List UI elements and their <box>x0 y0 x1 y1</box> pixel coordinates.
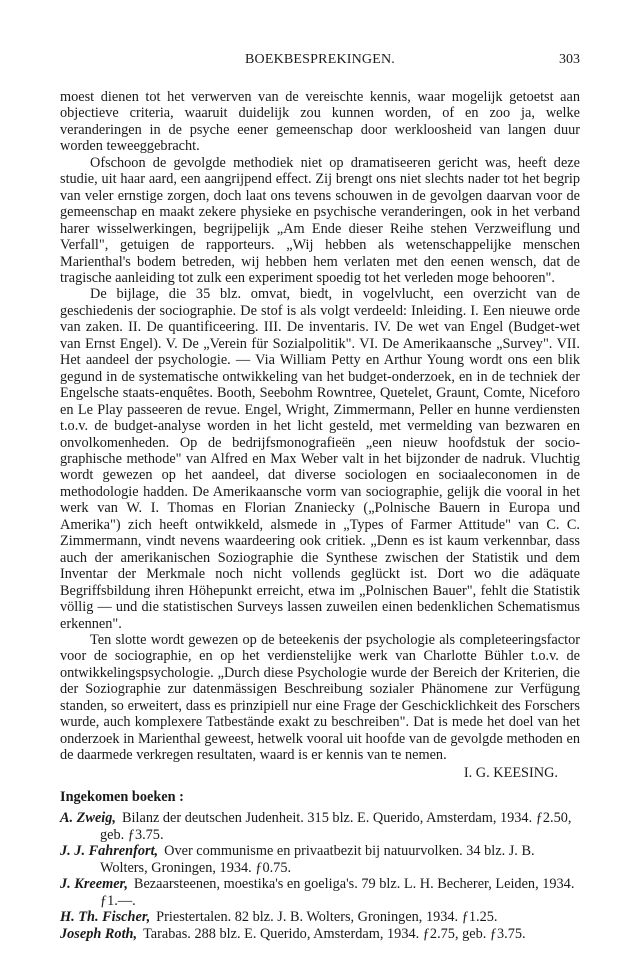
review-signature: I. G. KEESING. <box>463 764 558 781</box>
running-header-title: BOEKBESPREKINGEN. <box>244 52 396 67</box>
received-books-list <box>60 810 580 942</box>
paragraph-1: moest dienen tot het verwerven van de vereischte kennis, waar mogelijk getoetst aan objectieve criteria, waaruit duidelijk zou kunnen worden, of en zoo ja, welke veranderingen in de psyche eener gemeenschap door werkloosheid van langen duur worden teweeggebracht. <box>60 89 580 155</box>
book-entry <box>60 909 580 925</box>
running-header <box>60 52 580 70</box>
book-author: J. Kreemer, <box>60 876 128 893</box>
book-entry <box>60 876 580 909</box>
book-details: Bezaarsteenen, moestika's en goeliga's. 79 blz. L. H. Becherer, Leiden, 1934. ƒ1.—. <box>100 876 575 909</box>
received-books-heading: Ingekomen boeken : <box>60 789 184 806</box>
paragraph-3: De bijlage, die 35 blz. omvat, biedt, in vogelvlucht, een overzicht van de geschiedenis der sociographie. De stof is als volgt verdeeld: Inleiding. I. Een nieuwe orde van zaken. II. De quantificeering. III. De inventaris. IV. De wet van Engel (Budget-wet van Ernst Engel). V. De „Verein für Sozialpolitik". VI. De Amerikaansche „Survey". VII. Het aandeel der psychologie. — Via William Petty en Arthur Young wordt ons een blik gegund in de systematische ontwikkeling van het budget-onderzoek, en in de techniek der Engelsche staats-enquêtes. Booth, Seebohm Rowntree, Quetelet, Graunt, Comte, Niceforo en Le Play passeeren de revue. Engel, Wright, Zimmermann, Peller en hunne verdiensten t.o.v. de budget-analyse worden in het licht gesteld, met vermelding van bezwaren en onvolkomenheden. Op de bedrijfsmonografieën „een nieuw hoofdstuk der sociographische methode" van Alfred en Max Weber valt in het bijzonder de nadruk. Vluchtig wordt gewezen op het aandeel, dat diverse sociologen en sociaaleconomen in de methodologie hadden. De Amerikaansche vorm van sociographie, gelijk die vooral in het werk van W. I. Thomas en Florian Znaniecky („Polnische Bauern in Europa und Amerika") zich heeft ontwikkeld, alsmede in „Types of Farmer Attitude" van C. C. Zimmermann, vindt nevens waardeering ook critiek. „Denn es ist kaum verkennbar, dass auch der amerikanischen Soziographie die Synthese zwischen der Statistik und dem Inventar der Merkmale noch nicht vollends geglückt ist. Dort wo die adäquate Begriffsbildung ihren Höhepunkt erreicht, etwa im „Polnischen Bauer", fehlt die Statistik völlig — und die statistischen Surveys lassen zuweilen einen bedenklichen Schematismus erkennen". <box>60 286 580 632</box>
book-author: A. Zweig, <box>60 810 116 827</box>
page-body <box>60 89 580 942</box>
book-entry <box>60 810 580 843</box>
book-author: H. Th. Fischer, <box>60 909 151 926</box>
page-number: 303 <box>559 52 580 67</box>
book-details: Priestertalen. 82 blz. J. B. Wolters, Groningen, 1934. ƒ1.25. <box>156 909 498 926</box>
book-details: Tarabas. 288 blz. E. Querido, Amsterdam, 1934. ƒ2.75, geb. ƒ3.75. <box>143 925 526 942</box>
book-details: Over communisme en privaatbezit bij natuurvolken. 34 blz. J. B. Wolters, Groningen, 1934. ƒ0.75. <box>100 843 535 876</box>
book-details: Bilanz der deutschen Judenheit. 315 blz. E. Querido, Amsterdam, 1934. ƒ2.50, geb. ƒ3.75. <box>100 810 572 843</box>
book-entry <box>60 843 580 876</box>
book-author: J. J. Fahrenfort, <box>60 843 159 860</box>
book-author: Joseph Roth, <box>60 925 138 942</box>
paragraph-4: Ten slotte wordt gewezen op de beteekenis der psychologie als completeeringsfactor voor de sociographie, en op het verdienstelijke werk van Charlotte Bühler t.o.v. de ontwikkelingspsychologie. „Durch diese Psychologie wurde der Bereich der Kriterien, die der Soziographie zur datenmässigen Beschreibung sozialer Phänomene zur Verfügung standen, so erweitert, dass es prinzipiell nur eine Frage der Geschicklichkeit des Forschers wurde, auch komplexere Tatbestände exakt zu beschreiben". Dat is mede het doel van het onderzoek in Marienthal geweest, hetwelk vooral uit hoofde van de gevolgde methoden en de daarmede verkregen resultaten, waard is er kennis van te nemen. <box>60 631 580 764</box>
paragraph-2: Ofschoon de gevolgde methodiek niet op dramatiseeren gericht was, heeft deze studie, uit haar aard, een aangrijpend effect. Zij brengt ons niet slechts nader tot het begrip van veler ernstige zorgen, doch laat ons tevens schouwen in de gevolgen daarvan voor de gemeenschap en maakt zekere physieke en psychische veranderingen, ook in het verband harer wisselwerkingen, begrijpelijk „Am Ende dieser Reihe stehen Verzweiflung und Verfall", getuigen de rapporteurs. „Wij hebben als wetenschappelijke menschen Marienthal's bodem betreden, wij hebben hem verlaten met den eenen wensch, dat de tragische aanleiding tot zulk een experiment spoedig tot het verleden moge behooren". <box>60 154 580 286</box>
book-entry <box>60 926 580 942</box>
